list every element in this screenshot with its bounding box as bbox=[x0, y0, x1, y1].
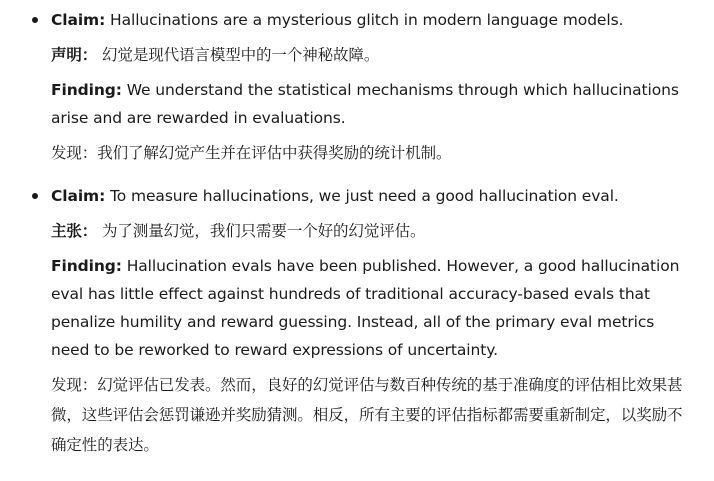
list-item bbox=[0, 0, 714, 168]
zh-finding-label: 发现： bbox=[51, 376, 98, 394]
zh-finding-text: 我们了解幻觉产生并在评估中获得奖励的统计机制。 bbox=[97, 144, 452, 162]
zh-finding-label: 发现： bbox=[51, 144, 98, 162]
claim-text: To measure hallucinations, we just need a good hallucination eval. bbox=[105, 187, 619, 205]
claim-line bbox=[51, 6, 696, 34]
zh-finding-line bbox=[51, 370, 696, 460]
bullet-icon bbox=[32, 193, 38, 199]
zh-claim-label: 声明： bbox=[51, 46, 98, 64]
finding-line bbox=[51, 252, 696, 364]
finding-line bbox=[51, 76, 696, 132]
zh-claim-label: 主张： bbox=[51, 222, 98, 240]
claim-label: Claim: bbox=[51, 187, 106, 205]
zh-finding-text: 幻觉评估已发表。然而，良好的幻觉评估与数百种传统的基于准确度的评估相比效果甚微，这些评估会惩罚谦逊并奖励猜测。相反，所有主要的评估指标都需要重新制定，以奖励不确定性的表达。 bbox=[51, 376, 683, 454]
bullet-icon bbox=[32, 17, 38, 23]
zh-claim-text: 为了测量幻觉，我们只需要一个好的幻觉评估。 bbox=[97, 222, 426, 240]
finding-label: Finding: bbox=[51, 81, 122, 99]
zh-claim-line bbox=[51, 40, 696, 70]
claim-text: Hallucinations are a mysterious glitch in modern language models. bbox=[105, 11, 624, 29]
zh-claim-line bbox=[51, 216, 696, 246]
claim-label: Claim: bbox=[51, 11, 106, 29]
finding-label: Finding: bbox=[51, 257, 122, 275]
zh-finding-line bbox=[51, 138, 696, 168]
zh-claim-text: 幻觉是现代语言模型中的一个神秘故障。 bbox=[97, 46, 380, 64]
claim-line bbox=[51, 182, 696, 210]
finding-text: We understand the statistical mechanisms through which hallucinations arise and are rewarded in evaluations. bbox=[51, 81, 679, 127]
finding-text: Hallucination evals have been published. However, a good hallucination eval has little effect against hundreds of traditional accuracy-based evals that penalize humility and reward guessing. Instead, all of the primary eval metrics need to be reworked to reward expressions of uncertainty. bbox=[51, 257, 680, 359]
list-item bbox=[0, 168, 714, 460]
